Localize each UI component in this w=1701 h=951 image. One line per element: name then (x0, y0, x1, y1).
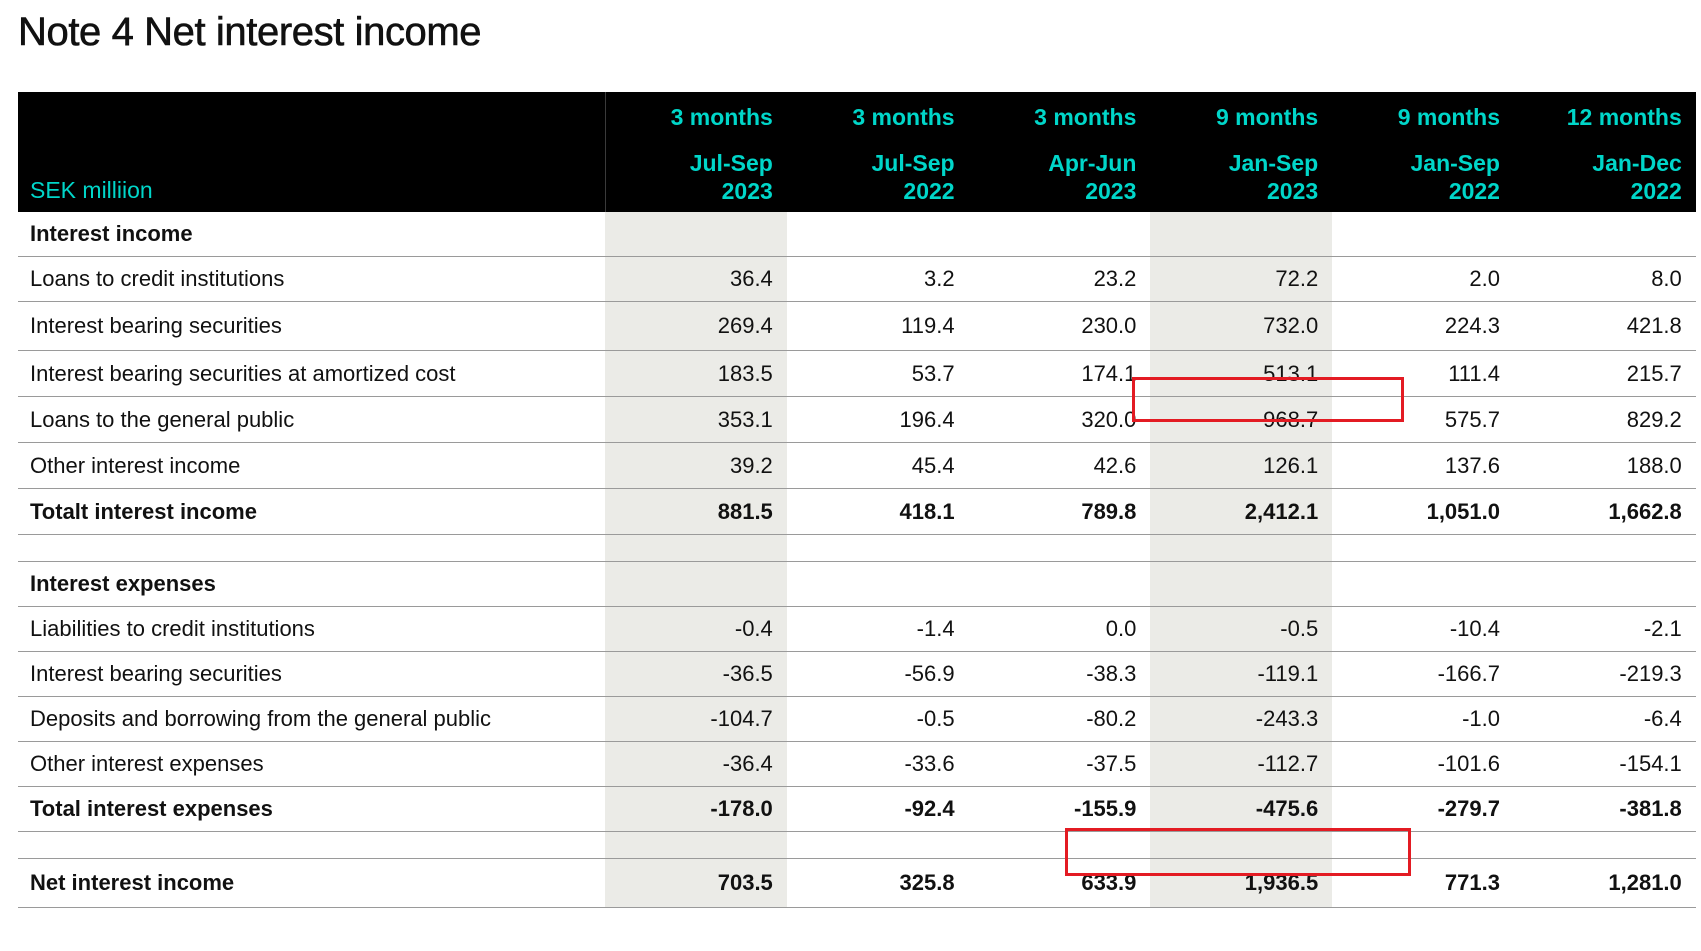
value-cell: -92.4 (904, 796, 955, 821)
value-cell (1332, 562, 1514, 606)
value-cell: -112.7 (1150, 742, 1332, 786)
column-range (1048, 149, 1136, 205)
column-months: Jul-Sep (689, 150, 773, 176)
row-label: Interest bearing securities (30, 661, 282, 686)
column-header (1150, 92, 1332, 212)
value-cell (605, 562, 787, 606)
value-cell: 183.5 (605, 351, 787, 396)
value-cell: 126.1 (1150, 443, 1332, 488)
column-year: 2023 (721, 178, 773, 204)
value-cell: 968.7 (1150, 397, 1332, 442)
value-cell: -0.5 (916, 706, 955, 731)
value-cell: 575.7 (1444, 406, 1500, 432)
value-cell: 72.2 (1150, 257, 1332, 301)
table-row (18, 351, 1696, 397)
column-period: 3 months (1034, 104, 1137, 130)
column-year: 2023 (1085, 178, 1137, 204)
row-label (18, 832, 605, 858)
value-cell: -80.2 (1086, 706, 1137, 731)
value-cell: 633.9 (1081, 870, 1137, 895)
value-cell: -6.4 (1643, 706, 1682, 731)
value-cell (969, 212, 1151, 256)
column-year: 2023 (1267, 178, 1319, 204)
value-cell: 137.6 (1444, 452, 1500, 478)
value-cell: -0.5 (1150, 607, 1332, 651)
column-range (1411, 149, 1500, 205)
value-cell: 215.7 (1626, 360, 1682, 386)
column-period: 9 months (1397, 104, 1500, 130)
value-cell: 0.0 (1105, 616, 1137, 641)
column-header (605, 92, 787, 212)
value-cell: 111.4 (1448, 360, 1500, 386)
value-cell: -475.6 (1150, 787, 1332, 831)
value-cell (1150, 832, 1332, 858)
value-cell: -381.8 (1619, 796, 1682, 821)
value-cell (1514, 562, 1696, 606)
value-cell (605, 535, 787, 561)
table-row (18, 397, 1696, 443)
value-cell: -279.7 (1437, 796, 1500, 821)
value-cell: -101.6 (1437, 751, 1500, 776)
value-cell: 23.2 (1093, 266, 1137, 291)
column-header (787, 92, 969, 212)
value-cell: 269.4 (605, 302, 787, 350)
value-cell: 1,936.5 (1150, 859, 1332, 907)
value-cell: 196.4 (899, 406, 955, 432)
row-label: Interest income (30, 221, 193, 246)
value-cell: -243.3 (1150, 697, 1332, 741)
spacer-row (18, 832, 1696, 859)
column-year: 2022 (1630, 178, 1682, 204)
value-cell: 39.2 (605, 443, 787, 488)
value-cell (787, 562, 969, 606)
column-months: Jan-Sep (1228, 150, 1319, 176)
value-cell: 36.4 (605, 257, 787, 301)
value-cell: 1,051.0 (1426, 498, 1500, 524)
value-cell: -1.4 (916, 616, 955, 641)
value-cell: 789.8 (1081, 498, 1137, 524)
unit-label: SEK milliion (30, 177, 153, 203)
value-cell: 513.1 (1150, 351, 1332, 396)
value-cell: 188.0 (1626, 452, 1682, 478)
value-cell: -56.9 (904, 661, 955, 686)
page-title: Note 4 Net interest income (18, 10, 482, 54)
value-cell (787, 535, 969, 561)
value-cell: 53.7 (911, 360, 955, 386)
table-row (18, 562, 1696, 607)
row-label: Interest expenses (30, 571, 216, 596)
row-label: Loans to credit institutions (30, 266, 285, 291)
value-cell: 829.2 (1626, 406, 1682, 432)
value-cell: -154.1 (1619, 751, 1682, 776)
value-cell: -38.3 (1086, 661, 1137, 686)
spacer-row (18, 535, 1696, 562)
row-label: Interest bearing securities (30, 313, 282, 338)
value-cell: -10.4 (1449, 616, 1500, 641)
value-cell: 8.0 (1651, 266, 1682, 291)
value-cell (787, 212, 969, 256)
value-cell: -155.9 (1074, 796, 1137, 821)
column-months: Jan-Dec (1592, 150, 1682, 176)
value-cell: 353.1 (605, 397, 787, 442)
value-cell: -219.3 (1619, 661, 1682, 686)
row-label: Deposits and borrowing from the general public (30, 706, 492, 731)
value-cell: 418.1 (899, 498, 955, 524)
value-cell (1150, 562, 1332, 606)
table-row (18, 652, 1696, 697)
value-cell: -178.0 (605, 787, 787, 831)
column-months: Apr-Jun (1048, 150, 1137, 176)
table-row (18, 212, 1696, 257)
table-row (18, 489, 1696, 535)
column-period: 12 months (1566, 104, 1682, 130)
column-range (690, 149, 773, 205)
value-cell: -2.1 (1643, 616, 1682, 641)
value-cell: -33.6 (904, 751, 955, 776)
value-cell: -1.0 (1462, 706, 1500, 731)
value-cell: 42.6 (1093, 452, 1137, 478)
net-interest-table (18, 92, 1696, 908)
column-header (1332, 92, 1514, 212)
column-period: 3 months (670, 104, 773, 130)
value-cell: 230.0 (1081, 313, 1137, 338)
value-cell (605, 832, 787, 858)
row-label: Liabilities to credit institutions (30, 616, 315, 641)
value-cell: 2.0 (1469, 266, 1500, 291)
value-cell: 1,662.8 (1608, 498, 1682, 524)
value-cell: -37.5 (1086, 751, 1137, 776)
value-cell: -104.7 (605, 697, 787, 741)
table-row (18, 742, 1696, 787)
value-cell (969, 562, 1151, 606)
row-label: Net interest income (30, 870, 235, 895)
value-cell (1514, 535, 1696, 561)
table-row (18, 443, 1696, 489)
column-header (969, 92, 1151, 212)
value-cell (969, 535, 1151, 561)
table-header (18, 92, 1696, 212)
table-row (18, 607, 1696, 652)
column-period: 3 months (852, 104, 955, 130)
value-cell: 3.2 (924, 266, 955, 291)
table-body (18, 212, 1696, 908)
row-label: Interest bearing securities at amortized cost (30, 360, 456, 386)
value-cell (787, 832, 969, 858)
unit-header (18, 92, 605, 212)
value-cell (1332, 535, 1514, 561)
row-label: Other interest expenses (30, 751, 264, 776)
value-cell: -0.4 (605, 607, 787, 651)
value-cell (1150, 535, 1332, 561)
value-cell: 2,412.1 (1150, 489, 1332, 534)
column-header (1514, 92, 1696, 212)
value-cell: 325.8 (899, 870, 955, 895)
value-cell: 771.3 (1444, 870, 1500, 895)
table-row (18, 787, 1696, 832)
row-label: Other interest income (30, 452, 241, 478)
row-label: Totalt interest income (30, 498, 257, 524)
column-period: 9 months (1215, 104, 1319, 130)
table-row (18, 257, 1696, 302)
table-row (18, 697, 1696, 742)
value-cell (605, 212, 787, 256)
column-range (1592, 149, 1681, 205)
value-cell (1332, 212, 1514, 256)
value-cell: 224.3 (1444, 313, 1500, 338)
value-cell: 45.4 (911, 452, 955, 478)
column-range (872, 149, 955, 205)
column-year: 2022 (903, 178, 955, 204)
value-cell: 421.8 (1626, 313, 1682, 338)
value-cell: 881.5 (605, 489, 787, 534)
value-cell: 732.0 (1150, 302, 1332, 350)
value-cell: -36.4 (605, 742, 787, 786)
value-cell: 119.4 (901, 313, 955, 338)
row-label: Loans to the general public (30, 406, 295, 432)
column-year: 2022 (1448, 178, 1500, 204)
column-range (1229, 149, 1318, 205)
table-row (18, 859, 1696, 908)
table-row (18, 302, 1696, 351)
column-months: Jan-Sep (1410, 150, 1500, 176)
value-cell (1514, 212, 1696, 256)
value-cell: 174.1 (1081, 360, 1137, 386)
value-cell (1514, 832, 1696, 858)
row-label (18, 535, 605, 561)
column-months: Jul-Sep (871, 150, 955, 176)
value-cell: -119.1 (1150, 652, 1332, 696)
value-cell (1332, 832, 1514, 858)
value-cell: -36.5 (605, 652, 787, 696)
value-cell (969, 832, 1151, 858)
value-cell: 320.0 (1081, 406, 1137, 432)
value-cell: 703.5 (605, 859, 787, 907)
value-cell (1150, 212, 1332, 256)
value-cell: 1,281.0 (1608, 870, 1682, 895)
row-label: Total interest expenses (30, 796, 273, 821)
value-cell: -166.7 (1437, 661, 1500, 686)
